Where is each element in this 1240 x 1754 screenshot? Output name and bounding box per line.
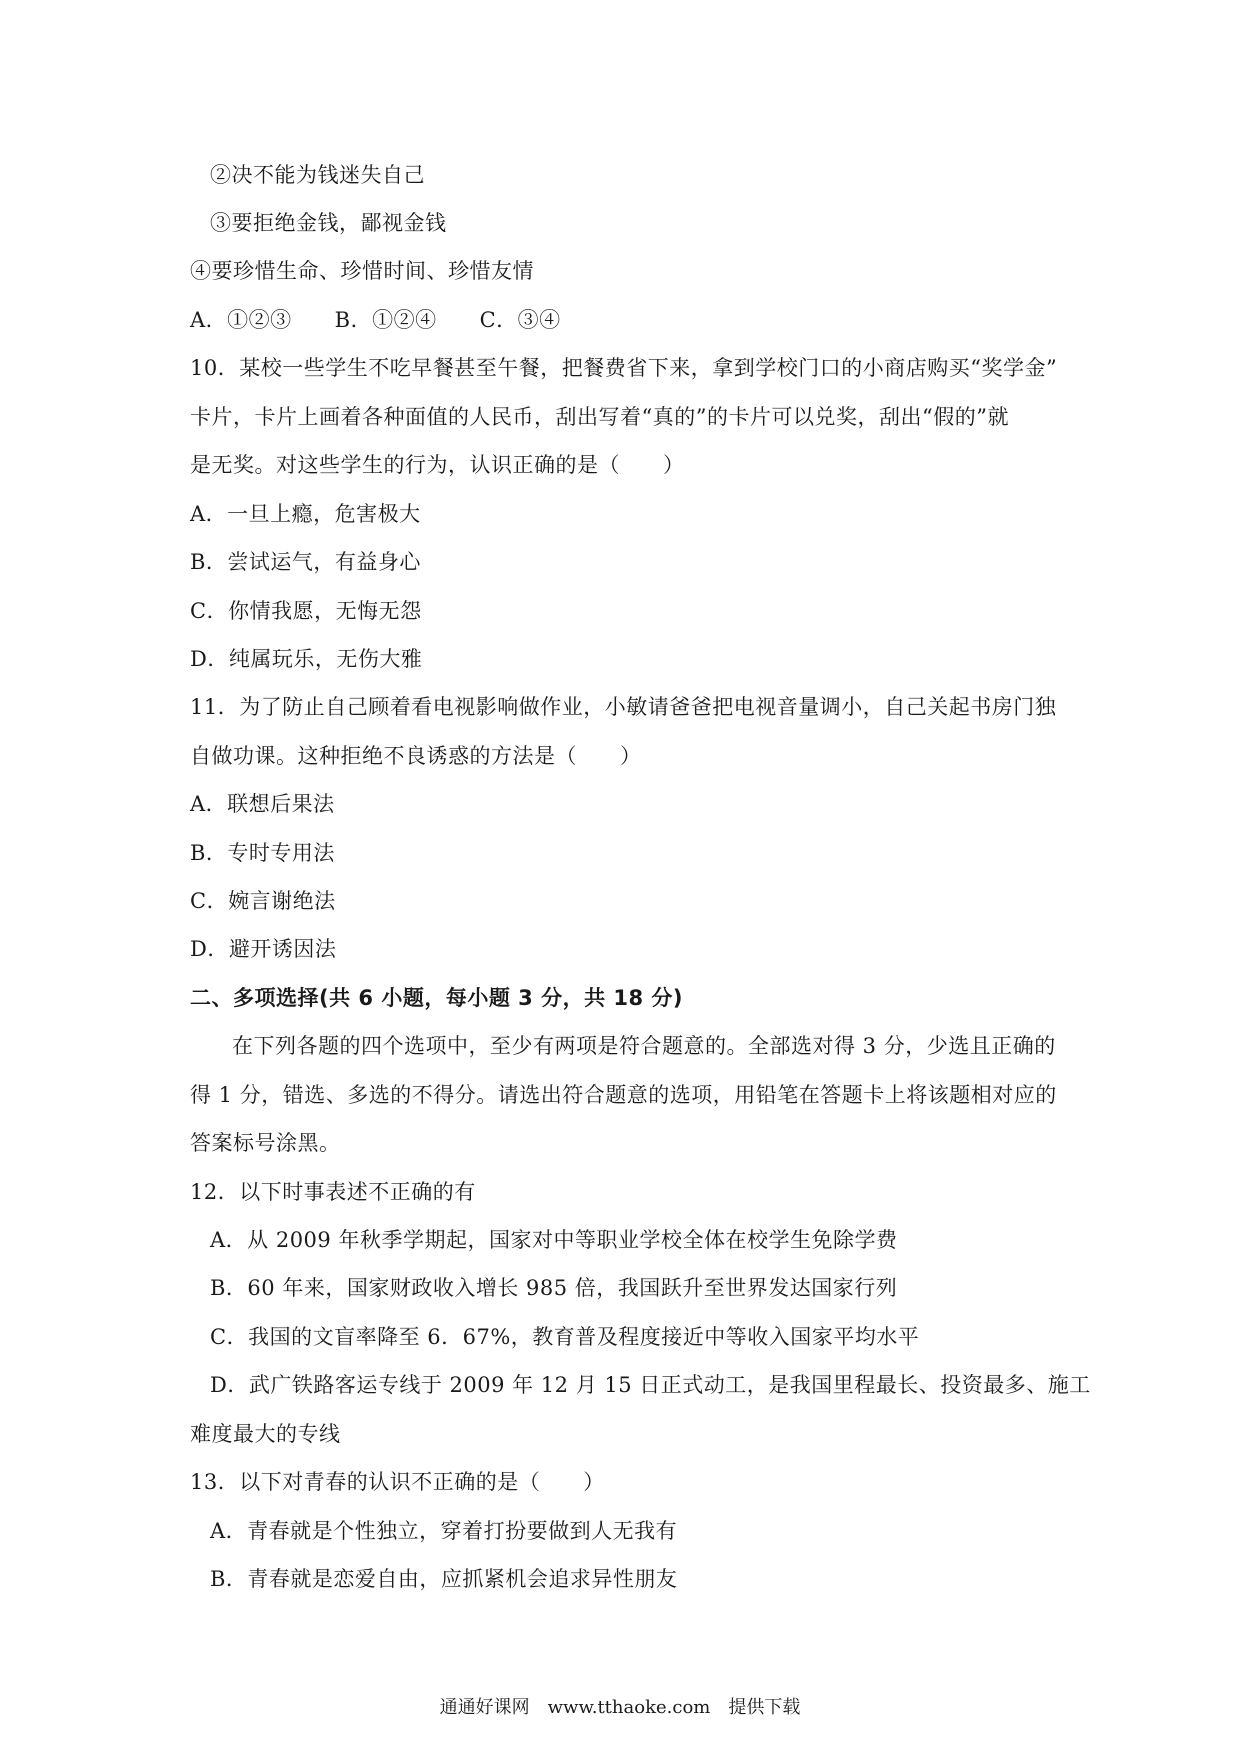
q12-option-b: B．60 年来，国家财政收入增长 985 倍，我国跃升至世界发达国家行列 — [210, 1276, 898, 1300]
q10-stem-line-3: 是无奖。对这些学生的行为，认识正确的是（ ） — [190, 453, 685, 477]
section-2-instructions-line-3: 答案标号涂黑。 — [190, 1131, 341, 1155]
q10-option-a: A．一旦上瘾，危害极大 — [190, 502, 421, 526]
q12-option-d-line-2: 难度最大的专线 — [190, 1422, 341, 1446]
q12-stem: 12．以下时事表述不正确的有 — [190, 1180, 476, 1204]
q10-option-b: B．尝试运气，有益身心 — [190, 550, 421, 574]
q13-option-a: A．青春就是个性独立，穿着打扮要做到人无我有 — [210, 1519, 678, 1543]
page-footer: 通通好课网 www.tthaoke.com 提供下载 — [439, 1697, 801, 1718]
q10-option-d: D．纯属玩乐，无伤大雅 — [190, 647, 423, 671]
q12-option-d-line-1: D．武广铁路客运专线于 2009 年 12 月 15 日正式动工，是我国里程最长、投资最多、施工 — [210, 1373, 1091, 1397]
q12-option-a: A．从 2009 年秋季学期起，国家对中等职业学校全体在校学生免除学费 — [210, 1228, 898, 1252]
section-2-instructions-line-1: 在下列各题的四个选项中，至少有两项是符合题意的。全部选对得 3 分，少选且正确的 — [232, 1034, 1056, 1058]
q9-option-4: ④要珍惜生命、珍惜时间、珍惜友情 — [190, 259, 534, 283]
section-2-instructions-line-2: 得 1 分，错选、多选的不得分。请选出符合题意的选项，用铅笔在答题卡上将该题相对应的 — [190, 1083, 1057, 1107]
q10-option-c: C．你情我愿，无悔无怨 — [190, 599, 422, 623]
q12-option-c: C．我国的文盲率降至 6．67%，教育普及程度接近中等收入国家平均水平 — [210, 1325, 920, 1349]
q11-stem-line-1: 11．为了防止自己顾着看电视影响做作业，小敏请爸爸把电视音量调小，自己关起书房门独 — [190, 695, 1057, 719]
q13-stem: 13．以下对青春的认识不正确的是（ ） — [190, 1470, 605, 1494]
q10-stem-line-2: 卡片，卡片上画着各种面值的人民币，刮出写着“真的”的卡片可以兑奖，刮出“假的”就 — [190, 405, 1009, 429]
q9-option-2: ②决不能为钱迷失自己 — [210, 163, 425, 187]
q13-option-b: B．青春就是恋爱自由，应抓紧机会追求异性朋友 — [210, 1567, 678, 1591]
q11-option-c: C．婉言谢绝法 — [190, 889, 336, 913]
section-2-heading: 二、多项选择(共 6 小题，每小题 3 分，共 18 分) — [190, 986, 684, 1010]
q11-option-d: D．避开诱因法 — [190, 937, 337, 961]
q10-stem-line-1: 10．某校一些学生不吃早餐甚至午餐，把餐费省下来，拿到学校门口的小商店购买“奖学金” — [190, 356, 1058, 380]
q9-choices: A．①②③ B．①②④ C．③④ — [190, 308, 561, 332]
q11-option-a: A．联想后果法 — [190, 792, 335, 816]
q11-stem-line-2: 自做功课。这种拒绝不良诱惑的方法是（ ） — [190, 744, 642, 768]
q11-option-b: B．专时专用法 — [190, 841, 335, 865]
q9-option-3: ③要拒绝金钱，鄙视金钱 — [210, 211, 447, 235]
